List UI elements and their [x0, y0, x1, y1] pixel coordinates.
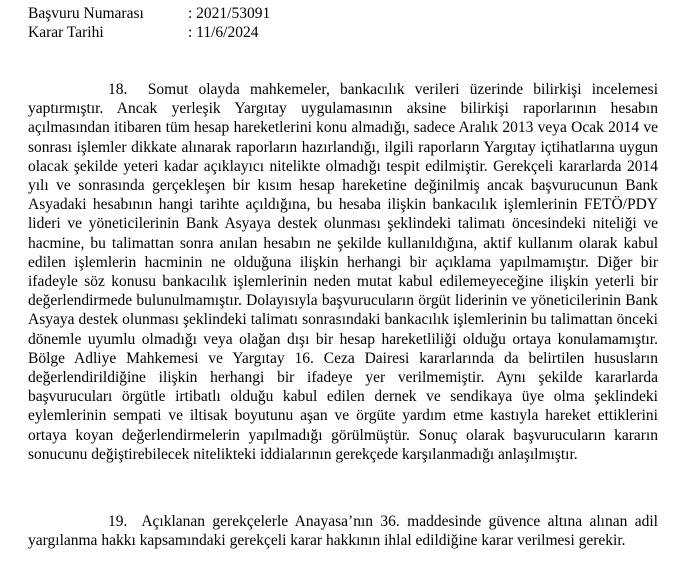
- decision-date-label: Karar Tarihi: [28, 24, 104, 41]
- paragraph-text: Açıklanan gerekçelerle Anayasa’nın 36. maddesinde güvence altına alınan adil yargılanma hakkı kapsamındaki gerekçeli karar hakkının ihlal edildiğine karar verilmesi gerekir.: [28, 513, 658, 550]
- paragraph-19: [28, 512, 658, 550]
- application-number-label: Başvuru Numarası: [28, 5, 144, 22]
- case-header: [28, 4, 270, 42]
- decision-date-value: : 11/6/2024: [188, 24, 259, 41]
- application-number-row: [28, 4, 270, 23]
- paragraph-number: 18.: [108, 81, 148, 98]
- paragraph-18: [28, 80, 658, 464]
- application-number-value: : 2021/53091: [188, 5, 271, 22]
- paragraph-text: Somut olayda mahkemeler, bankacılık verileri üzerinde bilirkişi incelemesi yaptırmıştır. Ancak yerleşik Yargıtay uygulamasının aksine bilirkişi raporlarının hesabın açılmasından itibaren tüm hesap hareketlerini konu almadığı, sadece Aralık 2013 veya Ocak 2014 ve sonrası işlemler dikkate alınarak raporların hazırlandığı, ilgili raporların Yargıtay içtihatlarına uygun olacak şekilde yeteri kadar açıklayıcı nitelikte olmadığı tespit edilmiştir. Gerekçeli kararlarda 2014 yılı ve sonrasında gerçekleşen bir kısım hesap hareketine değinilmiş ancak başvurucunun Bank Asyadaki hesabının hangi tarihte açıldığına, bu hesaba ilişkin bankacılık işlemlerinin FETÖ/PDY lideri ve yöneticilerinin Bank Asyaya destek olunması şeklindeki talimatı öncesindeki niteliği ve hacmine, bu talimattan sonra anılan hesabın ne şekilde kullanıldığına, aktif kullanım olarak kabul edilen işlemlerin hacminin ne olduğuna ilişkin herhangi bir açıklama yapılmamıştır. Diğer bir ifadeyle söz konusu bankacılık işlemlerinin neden mutat kabul edilemeyeceğine ilişkin yeterli bir değerlendirmede bulunulmamıştır. Dolayısıyla başvurucuların örgüt liderinin ve yöneticilerinin Bank Asyaya destek olunması şeklindeki talimatı sonrasındaki bankacılık işlemlerinin bu talimattan önceki dönemle uyumlu olmadığı veya olağan dışı bir hesap hareketliliği olduğu ortaya konulamamıştır. Bölge Adliye Mahkemesi ve Yargıtay 16. Ceza Dairesi kararlarında da belirtilen hususların değerlendirildiğine ilişkin herhangi bir ifadeye yer verilmemiştir. Aynı şekilde kararlarda başvurucuları örgütle irtibatlı olduğu kabul edilen dernek ve sendikaya üye olma şeklindeki eylemlerinin sempati ve iltisak boyutunu aşan ve örgüte yardım etme kastıyla hareket ettiklerini ortaya koyan değerlendirmelerin yapılmadığı görülmüştür. Sonuç olarak başvurucuların kararın sonucunu değiştirebilecek nitelikteki iddialarının gerekçede karşılanmadığı anlaşılmıştır.: [28, 81, 658, 463]
- decision-date-row: [28, 23, 270, 42]
- paragraph-number: 19.: [108, 513, 142, 530]
